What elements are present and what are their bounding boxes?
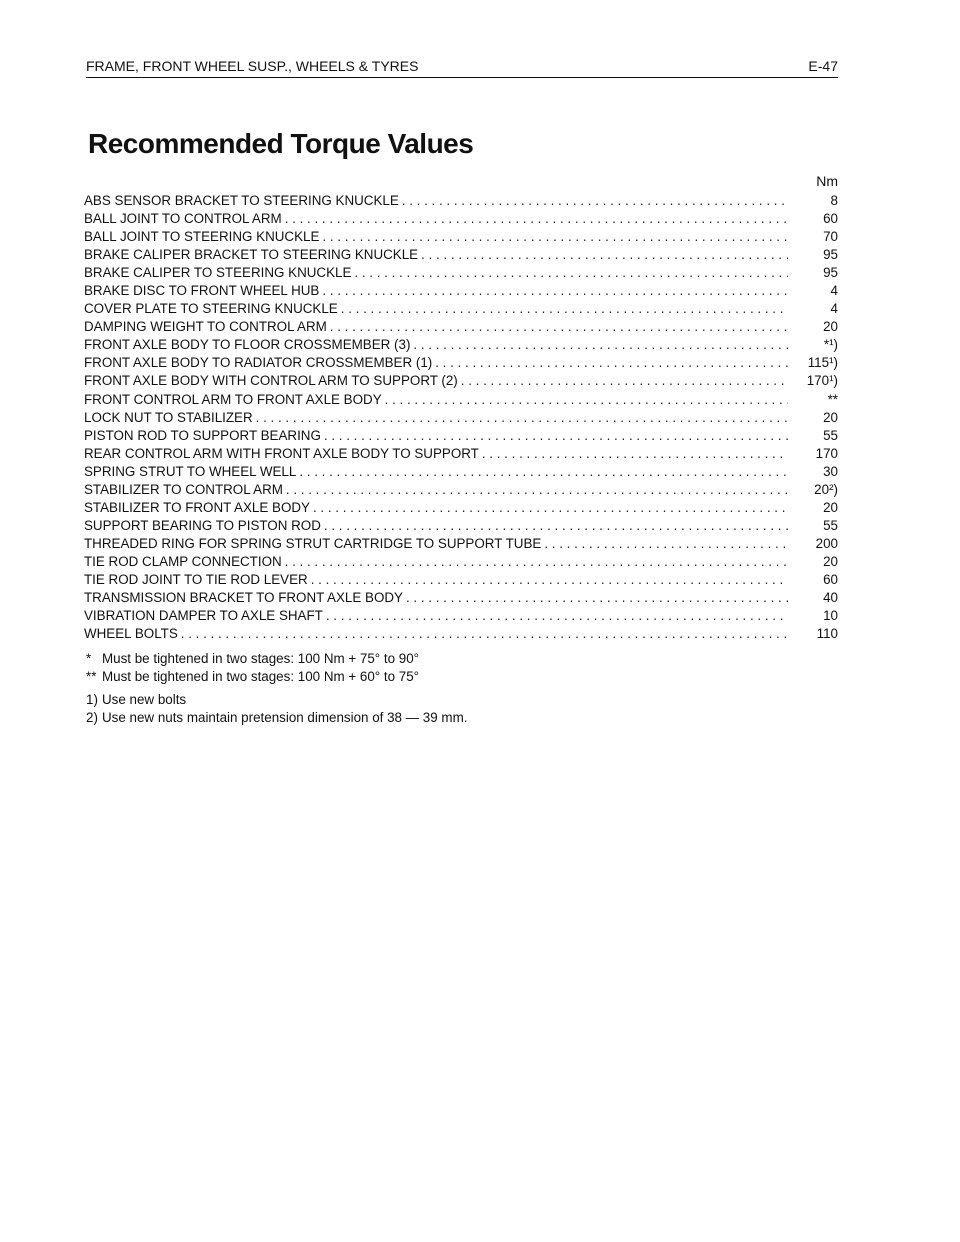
dot-leader: [406, 589, 788, 607]
dot-leader: [421, 246, 788, 264]
table-row: [84, 445, 838, 463]
row-value: 95: [823, 247, 838, 263]
row-value: 200: [815, 535, 838, 551]
table-row: [84, 354, 838, 372]
footnote-mark: **: [86, 668, 97, 684]
footnote-text: Use new nuts maintain pretension dimension of 38 — 39 mm.: [102, 709, 468, 725]
dot-leader: [313, 499, 788, 517]
table-row: [84, 625, 838, 643]
dot-leader: [413, 336, 788, 354]
row-label: FRONT CONTROL ARM TO FRONT AXLE BODY: [84, 391, 382, 407]
dot-leader: [256, 409, 788, 427]
row-value: 70: [823, 229, 838, 245]
row-label: SPRING STRUT TO WHEEL WELL: [84, 463, 297, 479]
dot-leader: [286, 481, 788, 499]
footnote: [86, 650, 786, 668]
table-row: [84, 409, 838, 427]
row-label: FRONT AXLE BODY TO RADIATOR CROSSMEMBER (1): [84, 355, 433, 371]
unit-label: Nm: [816, 173, 838, 189]
row-value: 30: [823, 463, 838, 479]
dot-leader: [324, 427, 788, 445]
table-row: [84, 282, 838, 300]
table-row: [84, 571, 838, 589]
row-value: 55: [823, 517, 838, 533]
footnote: [86, 709, 786, 727]
row-value: 8: [830, 193, 838, 208]
row-label: FRONT AXLE BODY WITH CONTROL ARM TO SUPPORT (2): [84, 373, 458, 389]
dot-leader: [324, 517, 788, 535]
dot-leader: [385, 391, 788, 409]
row-value: 115¹): [807, 355, 838, 371]
row-value: 170¹): [806, 373, 838, 389]
table-row: [84, 553, 838, 571]
table-row: [84, 391, 838, 409]
table-row: [84, 300, 838, 318]
row-label: REAR CONTROL ARM WITH FRONT AXLE BODY TO SUPPORT: [84, 445, 479, 461]
row-value: 95: [823, 265, 838, 281]
row-label: TIE ROD CLAMP CONNECTION: [84, 553, 282, 569]
row-label: BRAKE CALIPER BRACKET TO STEERING KNUCKLE: [84, 247, 419, 263]
table-row: [84, 372, 838, 390]
footnote-text: Use new bolts: [102, 692, 187, 707]
row-label: BRAKE DISC TO FRONT WHEEL HUB: [84, 283, 320, 299]
torque-table: [84, 192, 838, 643]
footnote: [86, 691, 786, 709]
section-title: FRAME, FRONT WHEEL SUSP., WHEELS & TYRES: [86, 58, 419, 74]
dot-leader: [330, 318, 788, 336]
row-value: 170: [815, 445, 838, 461]
row-value: **: [827, 391, 838, 407]
dot-leader: [322, 228, 788, 246]
row-label: FRONT AXLE BODY TO FLOOR CROSSMEMBER (3): [84, 337, 411, 353]
row-value: 10: [823, 608, 838, 624]
row-value: 110: [816, 626, 838, 642]
row-value: 20: [823, 319, 838, 335]
row-value: 60: [823, 211, 838, 227]
row-value: 20²): [814, 481, 838, 497]
row-label: BRAKE CALIPER TO STEERING KNUCKLE: [84, 265, 352, 281]
row-value: 55: [823, 427, 838, 443]
footnotes: [86, 650, 786, 726]
row-value: 40: [823, 590, 838, 606]
row-label: VIBRATION DAMPER TO AXLE SHAFT: [84, 608, 323, 624]
row-label: PISTON ROD TO SUPPORT BEARING: [84, 427, 321, 443]
dot-leader: [326, 607, 788, 625]
table-row: [84, 535, 838, 553]
dot-leader: [322, 282, 788, 300]
dot-leader: [482, 445, 788, 463]
footnote-mark: 2): [86, 709, 98, 725]
row-label: SUPPORT BEARING TO PISTON ROD: [84, 517, 321, 533]
table-row: [84, 589, 838, 607]
dot-leader: [402, 192, 788, 210]
table-row: [84, 463, 838, 481]
footnote-text: Must be tightened in two stages: 100 Nm + 60° to 75°: [102, 668, 420, 684]
row-label: TRANSMISSION BRACKET TO FRONT AXLE BODY: [84, 590, 403, 606]
dot-leader: [181, 625, 788, 643]
row-label: LOCK NUT TO STABILIZER: [84, 409, 253, 425]
row-value: 4: [830, 301, 838, 317]
row-label: WHEEL BOLTS: [84, 626, 178, 642]
dot-leader: [311, 571, 788, 589]
row-label: ABS SENSOR BRACKET TO STEERING KNUCKLE: [84, 193, 399, 208]
row-value: 20: [823, 409, 838, 425]
table-row: [84, 246, 838, 264]
dot-leader: [285, 210, 788, 228]
dot-leader: [341, 300, 788, 318]
row-value: 60: [823, 571, 838, 587]
table-row: [84, 228, 838, 246]
dot-leader: [354, 264, 788, 282]
footnote: [86, 668, 786, 686]
table-row: [84, 264, 838, 282]
dot-leader: [544, 535, 788, 553]
row-label: TIE ROD JOINT TO TIE ROD LEVER: [84, 571, 308, 587]
table-row: [84, 318, 838, 336]
row-label: DAMPING WEIGHT TO CONTROL ARM: [84, 319, 327, 335]
row-label: THREADED RING FOR SPRING STRUT CARTRIDGE TO SUPPORT TUBE: [84, 535, 542, 551]
dot-leader: [299, 463, 788, 481]
table-row: [84, 192, 838, 210]
dot-leader: [285, 553, 788, 571]
page-number: E-47: [808, 58, 838, 74]
table-row: [84, 336, 838, 354]
table-row: [84, 481, 838, 499]
footnote-mark: *: [86, 651, 92, 666]
dot-leader: [435, 354, 788, 372]
page-title: Recommended Torque Values: [88, 128, 474, 159]
row-value: 4: [830, 283, 838, 299]
footnote-mark: 1): [86, 692, 98, 707]
row-value: 20: [823, 499, 838, 515]
row-value: *¹): [823, 337, 838, 353]
row-label: STABILIZER TO CONTROL ARM: [84, 481, 283, 497]
page-header: [86, 58, 838, 78]
row-label: BALL JOINT TO CONTROL ARM: [84, 211, 282, 227]
table-row: [84, 499, 838, 517]
table-row: [84, 427, 838, 445]
row-label: COVER PLATE TO STEERING KNUCKLE: [84, 301, 338, 317]
table-row: [84, 210, 838, 228]
table-row: [84, 517, 838, 535]
row-value: 20: [823, 553, 838, 569]
table-row: [84, 607, 838, 625]
row-label: BALL JOINT TO STEERING KNUCKLE: [84, 229, 320, 245]
row-label: STABILIZER TO FRONT AXLE BODY: [84, 499, 310, 515]
footnote-text: Must be tightened in two stages: 100 Nm + 75° to 90°: [102, 651, 420, 666]
dot-leader: [461, 372, 788, 390]
